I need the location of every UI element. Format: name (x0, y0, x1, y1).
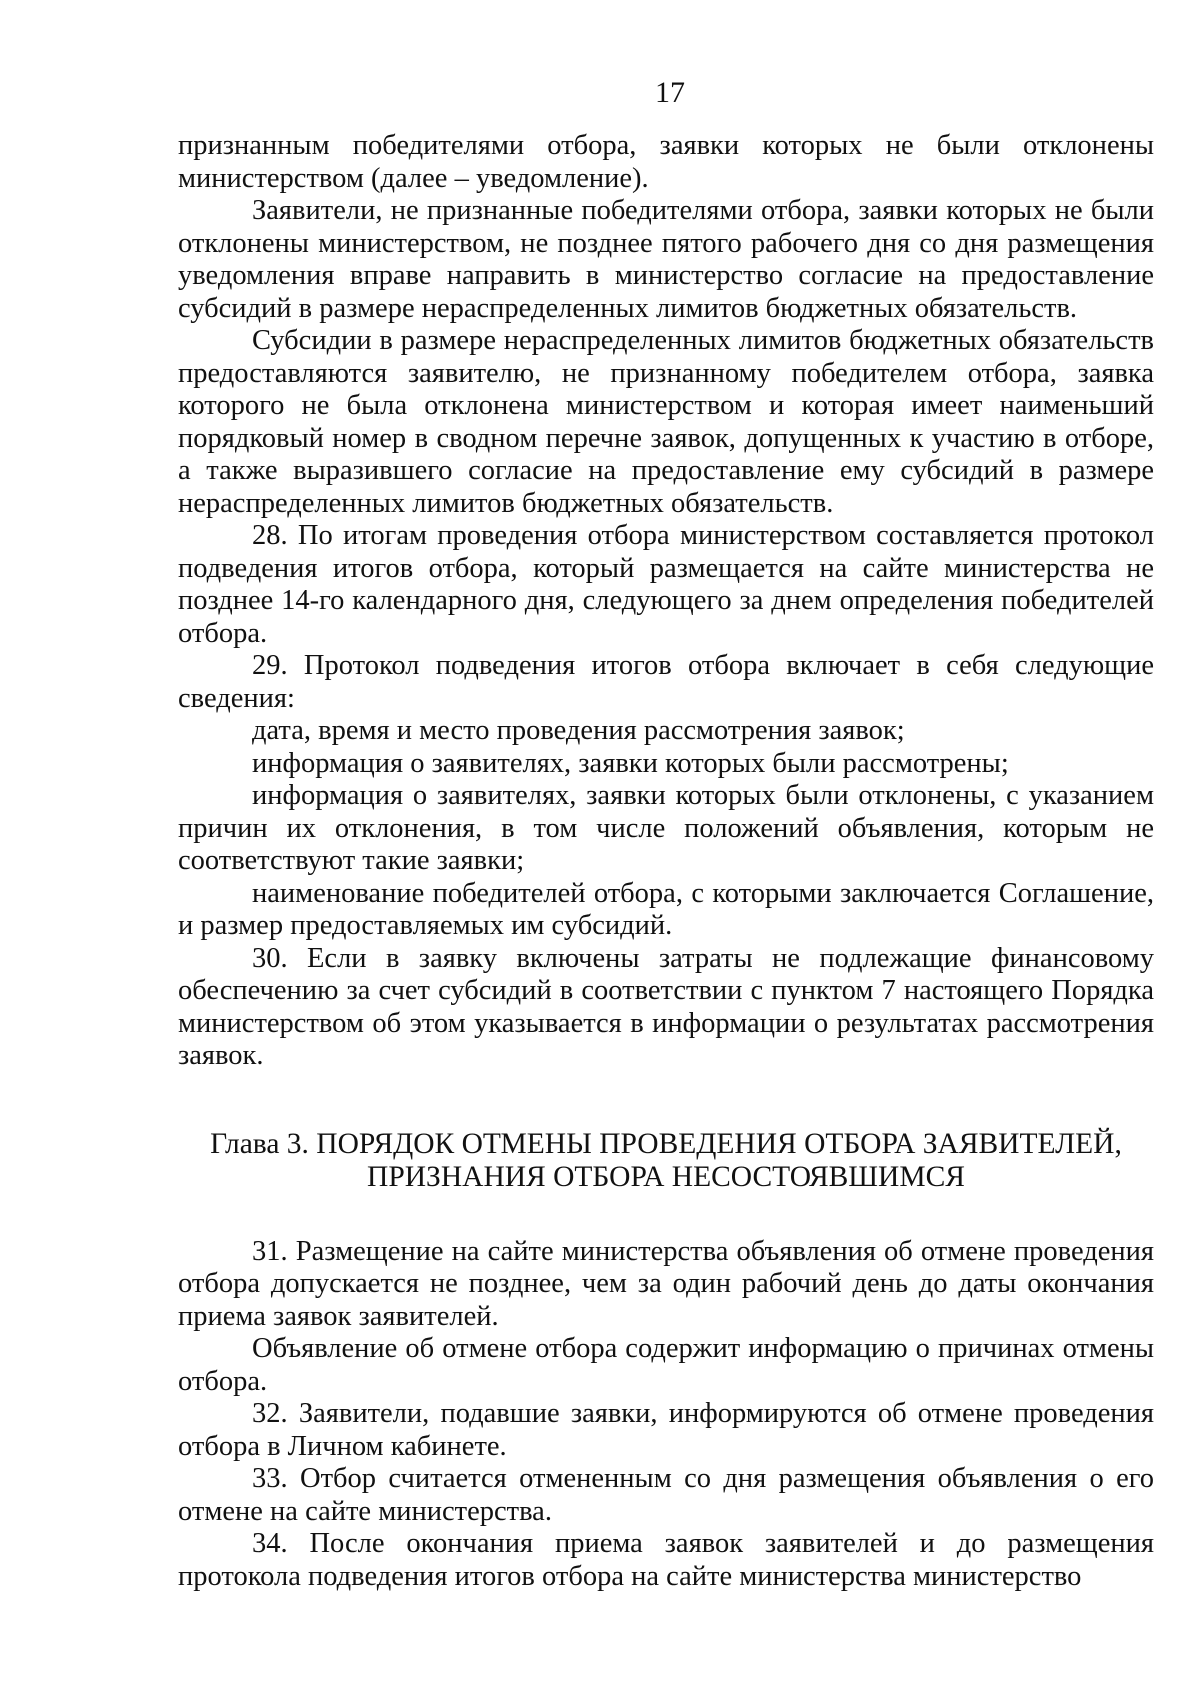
paragraph-continuation: признанным победителями отбора, заявки которых не были отклонены министерством (далее – уведомление). (178, 130, 1154, 194)
chapter-heading-line-2: ПРИЗНАНИЯ ОТБОРА НЕСОСТОЯВШИМСЯ (367, 1160, 965, 1193)
chapter-heading (178, 1128, 1154, 1194)
paragraph-item-29: 29. Протокол подведения итогов отбора включает в себя следующие сведения: (178, 650, 1154, 714)
paragraph-item-32: 32. Заявители, подавшие заявки, информируются об отмене проведения отбора в Личном кабинете. (178, 1398, 1154, 1462)
document-body (178, 130, 1154, 1593)
list-item-date-time-place: дата, время и место проведения рассмотрения заявок; (252, 715, 905, 746)
paragraph-item-30: 30. Если в заявку включены затраты не подлежащие финансовому обеспечению за счет субсидий в соответствии с пунктом 7 настоящего Порядка министерством об этом указывается в информации о результатах рассмотрения заявок. (178, 942, 1154, 1071)
list-item-rejected-applicants: информация о заявителях, заявки которых были отклонены, с указанием причин их отклонения, в том числе положений объявления, которым не соответствуют такие заявки; (178, 780, 1154, 876)
paragraph-item-34: 34. После окончания приема заявок заявителей и до размещения протокола подведения итогов отбора на сайте министерства министерство (178, 1528, 1154, 1592)
list-item-winners: наименование победителей отбора, с которыми заключается Соглашение, и размер предоставляемых им субсидий. (178, 877, 1154, 941)
page-number: 17 (655, 76, 685, 109)
paragraph-cancellation-notice: Объявление об отмене отбора содержит информацию о причинах отмены отбора. (178, 1333, 1154, 1397)
paragraph-applicants-consent: Заявители, не признанные победителями отбора, заявки которых не были отклонены министерством, не позднее пятого рабочего дня со дня размещения уведомления вправе направить в министерство согласие на предоставление субсидий в размере нераспределенных лимитов бюджетных обязательств. (178, 195, 1154, 324)
chapter-heading-line-1: Глава 3. ПОРЯДОК ОТМЕНЫ ПРОВЕДЕНИЯ ОТБОРА ЗАЯВИТЕЛЕЙ, (210, 1127, 1122, 1160)
paragraph-item-28: 28. По итогам проведения отбора министерством составляется протокол подведения итогов отбора, который размещается на сайте министерства не позднее 14-го календарного дня, следующего за днем определения победителей отбора. (178, 520, 1154, 649)
paragraph-item-33: 33. Отбор считается отмененным со дня размещения объявления о его отмене на сайте министерства. (178, 1463, 1154, 1527)
list-item-reviewed-applicants: информация о заявителях, заявки которых были рассмотрены; (252, 747, 1009, 779)
paragraph-item-31: 31. Размещение на сайте министерства объявления об отмене проведения отбора допускается не позднее, чем за один рабочий день до даты окончания приема заявок заявителей. (178, 1235, 1154, 1332)
paragraph-subsidies-unallocated-limits: Субсидии в размере нераспределенных лимитов бюджетных обязательств предоставляются заявителю, не признанному победителем отбора, заявка которого не была отклонена министерством и которая имеет наименьший порядковый номер в сводном перечне заявок, допущенных к участию в отборе, а также выразившего согласие на предоставление ему субсидий в размере нераспределенных лимитов бюджетных обязательств. (178, 325, 1154, 519)
